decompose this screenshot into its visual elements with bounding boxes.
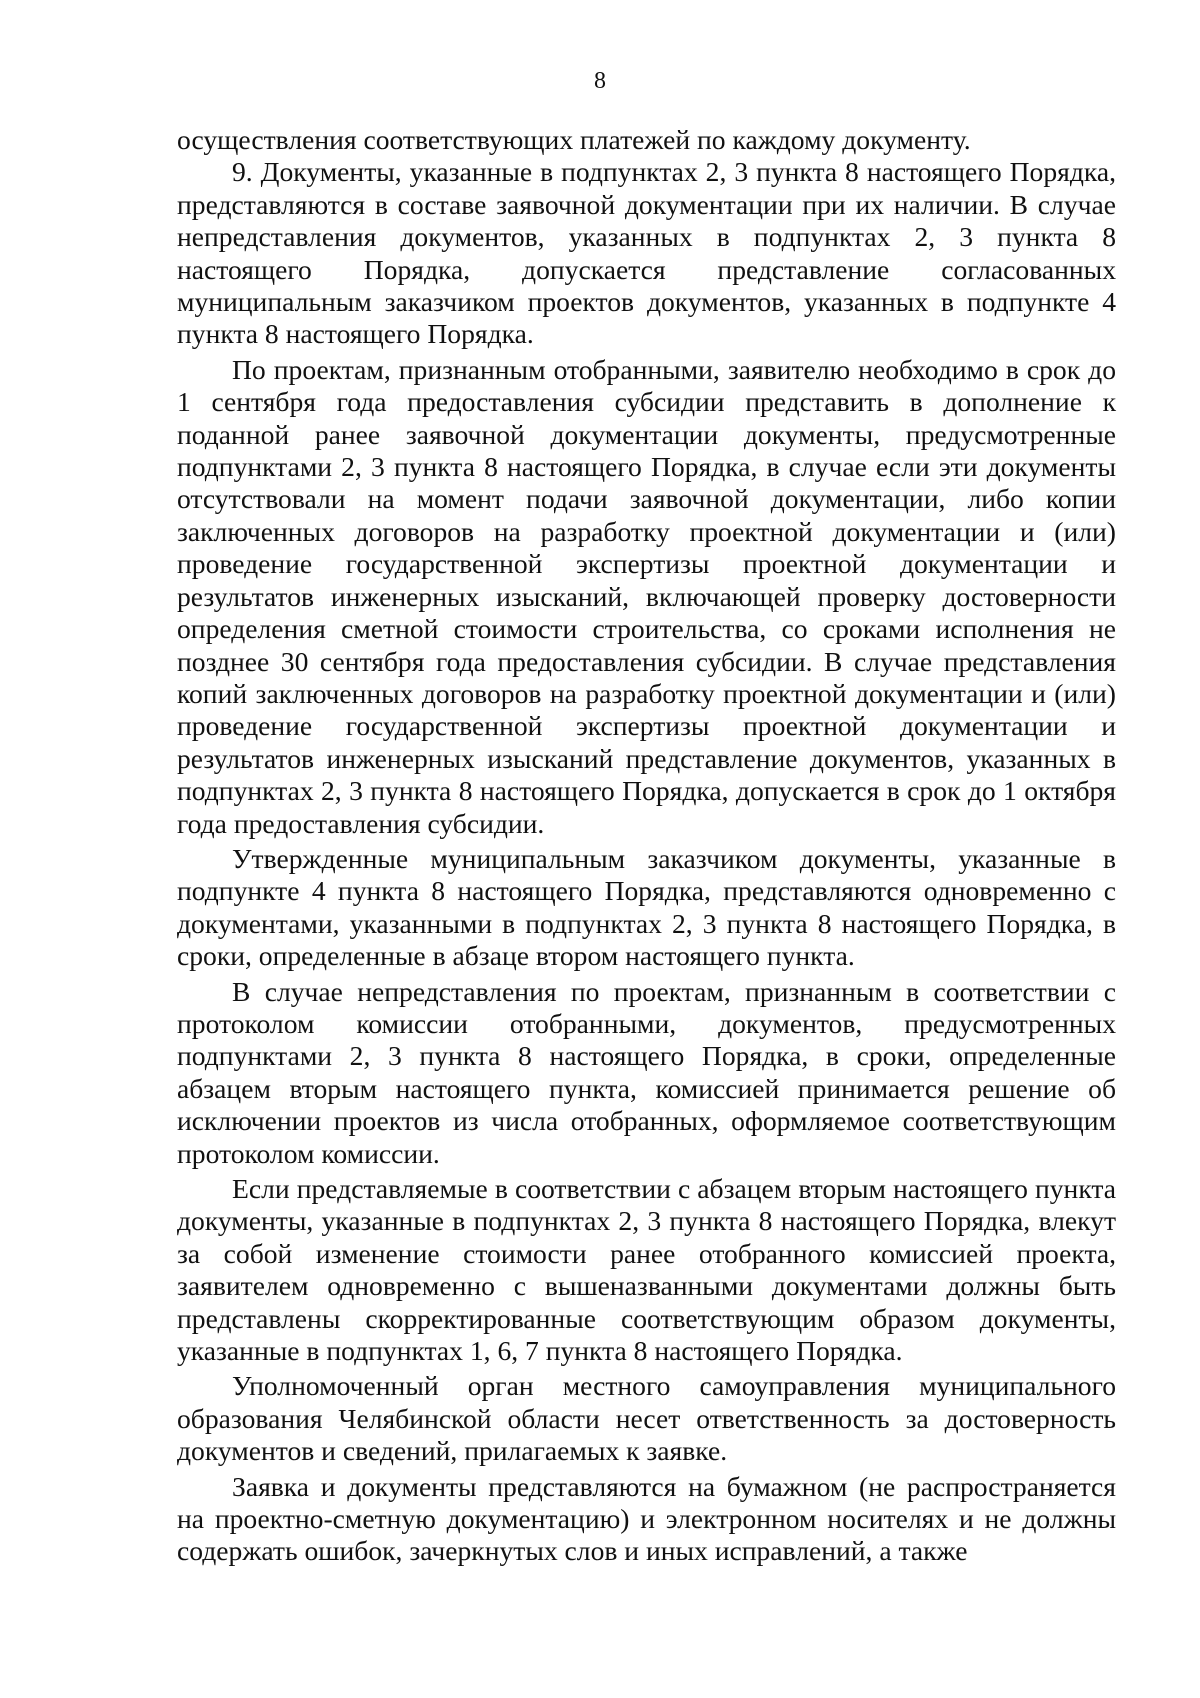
paragraph-approved-documents: Утвержденные муниципальным заказчиком документы, указанные в подпункте 4 пункта 8 настоящего Порядка, представляются одновременно с документами, указанными в подпунктах 2, 3 пункта 8 настоящего Порядка, в сроки, определенные в абзаце втором настоящего пункта. [177,842,1116,972]
document-body [177,124,1116,1568]
paragraph-submission-format: Заявка и документы представляются на бумажном (не распространяется на проектно-сметную документацию) и электронном носителях и не должны содержать ошибок, зачеркнутых слов и иных исправлений, а также [177,1470,1116,1567]
paragraph-item-9: 9. Документы, указанные в подпунктах 2, 3 пункта 8 настоящего Порядка, представляются в составе заявочной документации при их наличии. В случае непредставления документов, указанных в подпунктах 2, 3 пункта 8 настоящего Порядка, допускается представление согласованных муниципальным заказчиком проектов документов, указанных в подпункте 4 пункта 8 настоящего Порядка. [177,156,1116,350]
page-number: 8 [594,68,606,94]
paragraph-selected-projects: По проектам, признанным отобранными, заявителю необходимо в срок до 1 сентября года предоставления субсидии представить в дополнение к поданной ранее заявочной документации документы, предусмотренные подпунктами 2, 3 пункта 8 настоящего Порядка, в случае если эти документы отсутствовали на момент подачи заявочной документации, либо копии заключенных договоров на разработку проектной документации и (или) проведение государственной экспертизы проектной документации и результатов инженерных изысканий, включающей проверку достоверности определения сметной стоимости строительства, со сроками исполнения не позднее 30 сентября года предоставления субсидии. В случае представления копий заключенных договоров на разработку проектной документации и (или) проведение государственной экспертизы проектной документации и результатов инженерных изысканий представление документов, указанных в подпунктах 2, 3 пункта 8 настоящего Порядка, допускается в срок до 1 октября года предоставления субсидии. [177,353,1116,839]
paragraph-continuation: осуществления соответствующих платежей по каждому документу. [177,124,971,155]
paragraph-cost-change: Если представляемые в соответствии с абзацем вторым настоящего пункта документы, указанные в подпунктах 2, 3 пункта 8 настоящего Порядка, влекут за собой изменение стоимости ранее отобранного комиссией проекта, заявителем одновременно с вышеназванными документами должны быть представлены скорректированные соответствующим образом документы, указанные в подпунктах 1, 6, 7 пункта 8 настоящего Порядка. [177,1173,1116,1367]
paragraph-non-submission: В случае непредставления по проектам, признанным в соответствии с протоколом комиссии отобранными, документов, предусмотренных подпунктами 2, 3 пункта 8 настоящего Порядка, в сроки, определенные абзацем вторым настоящего пункта, комиссией принимается решение об исключении проектов из числа отобранных, оформляемое соответствующим протоколом комиссии. [177,975,1116,1169]
paragraph-responsibility: Уполномоченный орган местного самоуправления муниципального образования Челябинской области несет ответственность за достоверность документов и сведений, прилагаемых к заявке. [177,1370,1116,1467]
